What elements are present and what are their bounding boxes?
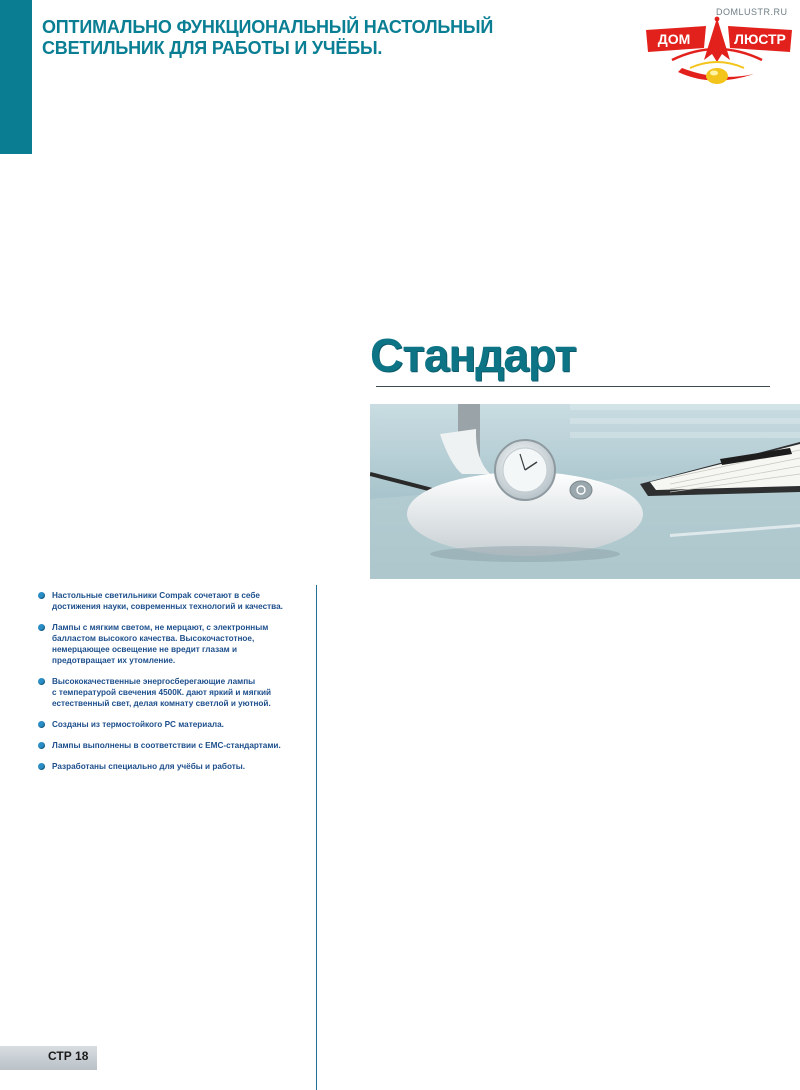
desk-lamp-photo xyxy=(370,404,800,579)
bullet-icon xyxy=(38,742,45,749)
bullet-icon xyxy=(38,592,45,599)
feature-item xyxy=(38,740,310,751)
bullet-icon xyxy=(38,678,45,685)
logo-crown xyxy=(704,18,730,62)
page-number: СТР 18 xyxy=(48,1049,89,1063)
accent-bar xyxy=(0,0,32,154)
brand-logo xyxy=(642,16,794,90)
header-title-line-1: ОПТИМАЛЬНО ФУНКЦИОНАЛЬНЫЙ НАСТОЛЬНЫЙ xyxy=(42,17,494,37)
feature-list xyxy=(38,590,310,782)
heading-divider xyxy=(376,386,770,387)
feature-text: Высококачественные энергосберегающие лампы с температурой свечения 4500К. дают яркий и мягкий естественный свет, делая комнату светлой и уютной. xyxy=(52,677,272,708)
feature-item xyxy=(38,761,310,772)
photo-power-button xyxy=(570,481,592,499)
column-divider xyxy=(316,585,317,1090)
logo-bulb xyxy=(706,68,728,84)
feature-text: Созданы из термостойкого PC материала. xyxy=(52,720,224,729)
bullet-icon xyxy=(38,624,45,631)
feature-text: Настольные светильники Compak сочетают в себе достижения науки, современных технологий и качества. xyxy=(52,591,283,611)
feature-item xyxy=(38,590,310,612)
logo-word-left: ДОМ xyxy=(657,31,691,47)
feature-text: Лампы с мягким светом, не мерцают, с электронным балластом высокого качества. Высокочастотное, немерцающее освещение не вредит глазам и предотвращает их утомление. xyxy=(52,623,269,665)
page-header-title xyxy=(42,17,562,59)
feature-text: Разработаны специально для учёбы и работы. xyxy=(52,762,246,771)
feature-item xyxy=(38,622,310,666)
feature-text: Лампы выполнены в соответствии с EMC-стандартами. xyxy=(52,741,281,750)
brand-domain: DOMLUSTR.RU xyxy=(716,7,788,17)
logo-word-right: ЛЮСТР xyxy=(734,31,786,47)
bullet-icon xyxy=(38,763,45,770)
feature-item xyxy=(38,676,310,709)
photo-window-blinds xyxy=(570,404,800,438)
header-title-line-2: СВЕТИЛЬНИК ДЛЯ РАБОТЫ И УЧЁБЫ. xyxy=(42,38,383,58)
section-heading: Стандарт xyxy=(370,329,576,381)
feature-item xyxy=(38,719,310,730)
bullet-icon xyxy=(38,721,45,728)
